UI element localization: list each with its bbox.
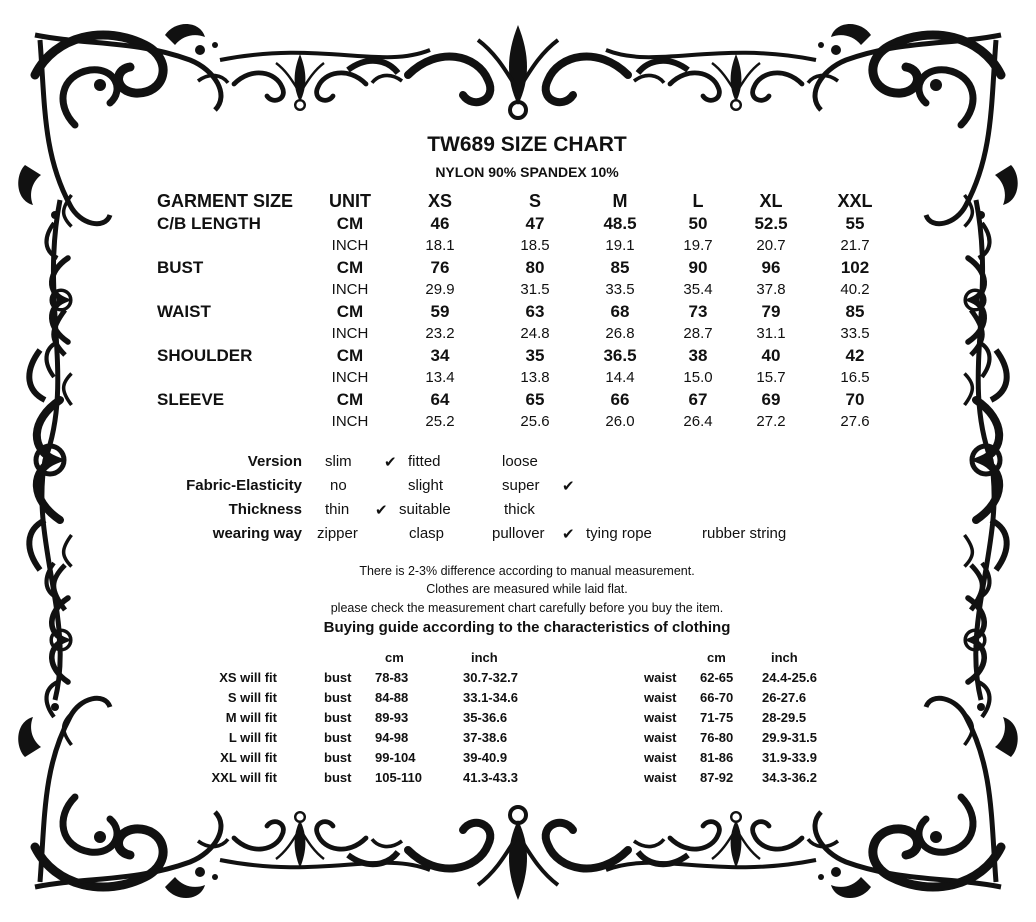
guide-waist-label: waist [644, 730, 677, 745]
guide-bust-cm: 105-110 [375, 770, 422, 785]
cell-c-b-length-cm-m: 48.5 [603, 214, 637, 233]
cell-waist-cm-m: 68 [610, 302, 630, 321]
cell-waist-cm-xl: 79 [761, 302, 781, 321]
guide-waist-label: waist [644, 710, 677, 725]
cell-shoulder-inch-m: 14.4 [605, 369, 635, 386]
cell-sleeve-inch-l: 26.4 [683, 413, 713, 430]
size-header-xl: XL [759, 191, 783, 211]
note-measurement-difference: There is 2-3% difference according to manual measurement. [359, 564, 695, 578]
cell-bust-cm-xxl: 102 [840, 258, 870, 277]
guide-bust-cm: 84-88 [375, 690, 409, 705]
guide-fit-label: XS will fit [219, 670, 277, 685]
measure-label-sleeve: SLEEVE [157, 390, 225, 409]
guide-waist-label: waist [644, 770, 677, 785]
cell-shoulder-inch-s: 13.8 [520, 369, 550, 386]
cell-shoulder-cm-xl: 40 [761, 346, 781, 365]
cell-shoulder-cm-s: 35 [525, 346, 545, 365]
cell-waist-cm-l: 73 [688, 302, 708, 321]
check-icon: ✔ [375, 502, 388, 519]
cell-c-b-length-cm-l: 50 [688, 214, 708, 233]
note-laid-flat: Clothes are measured while laid flat. [426, 582, 628, 596]
cell-waist-cm-xs: 59 [430, 302, 450, 321]
chart-subtitle: NYLON 90% SPANDEX 10% [435, 164, 619, 180]
cell-bust-inch-xxl: 40.2 [840, 281, 870, 298]
attr-option-thickness-thick: thick [504, 501, 535, 518]
check-icon: ✔ [562, 526, 575, 543]
guide-waist-cm: 62-65 [700, 670, 734, 685]
cell-sleeve-cm-xxl: 70 [845, 390, 865, 409]
cell-bust-cm-l: 90 [688, 258, 708, 277]
cell-c-b-length-inch-l: 19.7 [683, 237, 713, 254]
cell-sleeve-inch-m: 26.0 [605, 413, 635, 430]
cell-sleeve-inch-s: 25.6 [520, 413, 550, 430]
guide-waist-cm-header: cm [707, 650, 726, 665]
guide-fit-label: L will fit [228, 730, 277, 745]
attr-option-version-fitted: fitted [408, 453, 441, 470]
unit-cm-bust: CM [336, 258, 364, 277]
guide-waist-inch: 28-29.5 [762, 710, 807, 725]
cell-waist-inch-s: 24.8 [520, 325, 550, 342]
measure-label-waist: WAIST [157, 302, 211, 321]
attr-option-fabric-elasticity-no: no [330, 477, 347, 494]
guide-bust-inch: 35-36.6 [463, 710, 508, 725]
cell-waist-inch-xxl: 33.5 [840, 325, 870, 342]
cell-c-b-length-cm-xxl: 55 [845, 214, 865, 233]
cell-sleeve-cm-xs: 64 [430, 390, 450, 409]
attr-option-wearing-way-pullover: pullover [492, 525, 545, 542]
cell-shoulder-inch-xs: 13.4 [425, 369, 455, 386]
guide-fit-label: M will fit [225, 710, 277, 725]
guide-waist-inch-header: inch [771, 650, 798, 665]
guide-bust-cm: 89-93 [375, 710, 409, 725]
cell-sleeve-inch-xxl: 27.6 [840, 413, 870, 430]
guide-bust-cm: 94-98 [375, 730, 409, 745]
attr-label-version: Version [247, 453, 302, 470]
guide-bust-inch: 41.3-43.3 [463, 770, 518, 785]
cell-shoulder-inch-l: 15.0 [683, 369, 713, 386]
attr-label-thickness: Thickness [228, 501, 302, 518]
guide-waist-inch: 24.4-25.6 [762, 670, 817, 685]
unit-inch-sleeve: INCH [331, 413, 369, 430]
guide-fit-label: XXL will fit [211, 770, 277, 785]
unit-header: UNIT [329, 191, 371, 211]
check-icon: ✔ [562, 478, 575, 495]
cell-bust-cm-s: 80 [525, 258, 545, 277]
attr-option-wearing-way-zipper: zipper [317, 525, 358, 542]
cell-bust-inch-s: 31.5 [520, 281, 550, 298]
cell-shoulder-cm-m: 36.5 [603, 346, 637, 365]
cell-c-b-length-inch-m: 19.1 [605, 237, 635, 254]
note-check-chart: please check the measurement chart carefully before you buy the item. [330, 601, 724, 615]
guide-bust-cm-header: cm [385, 650, 404, 665]
cell-waist-inch-m: 26.8 [605, 325, 635, 342]
cell-c-b-length-cm-s: 47 [525, 214, 545, 233]
guide-bust-label: bust [324, 710, 352, 725]
cell-waist-cm-s: 63 [525, 302, 545, 321]
unit-cm-c-b-length: CM [336, 214, 364, 233]
guide-bust-label: bust [324, 730, 352, 745]
cell-waist-inch-l: 28.7 [683, 325, 713, 342]
attr-option-fabric-elasticity-super: super [502, 477, 540, 494]
cell-sleeve-cm-s: 65 [525, 390, 545, 409]
guide-waist-label: waist [644, 690, 677, 705]
measure-label-shoulder: SHOULDER [157, 346, 253, 365]
guide-waist-cm: 87-92 [700, 770, 734, 785]
cell-c-b-length-inch-xl: 20.7 [756, 237, 786, 254]
cell-shoulder-cm-l: 38 [688, 346, 708, 365]
cell-bust-cm-xl: 96 [761, 258, 781, 277]
guide-waist-inch: 34.3-36.2 [762, 770, 817, 785]
guide-waist-cm: 66-70 [700, 690, 734, 705]
unit-inch-waist: INCH [331, 325, 369, 342]
measure-label-c-b-length: C/B LENGTH [157, 214, 261, 233]
attr-option-version-loose: loose [502, 453, 538, 470]
guide-bust-cm: 78-83 [375, 670, 409, 685]
unit-cm-shoulder: CM [336, 346, 364, 365]
attr-option-thickness-suitable: suitable [399, 501, 451, 518]
guide-fit-label: S will fit [227, 690, 277, 705]
attr-option-wearing-way-tying-rope: tying rope [586, 525, 652, 542]
guide-bust-inch: 33.1-34.6 [463, 690, 518, 705]
guide-bust-label: bust [324, 690, 352, 705]
measure-label-bust: BUST [157, 258, 204, 277]
cell-shoulder-inch-xl: 15.7 [756, 369, 786, 386]
guide-bust-label: bust [324, 670, 352, 685]
cell-c-b-length-cm-xs: 46 [430, 214, 450, 233]
cell-bust-inch-xl: 37.8 [756, 281, 786, 298]
guide-waist-cm: 76-80 [700, 730, 734, 745]
guide-waist-cm: 71-75 [700, 710, 734, 725]
cell-sleeve-inch-xl: 27.2 [756, 413, 786, 430]
cell-sleeve-cm-l: 67 [688, 390, 708, 409]
cell-sleeve-inch-xs: 25.2 [425, 413, 455, 430]
cell-sleeve-cm-m: 66 [610, 390, 630, 409]
attr-label-wearing-way: wearing way [212, 525, 302, 542]
attr-option-version-slim: slim [325, 453, 352, 470]
guide-bust-inch: 37-38.6 [463, 730, 508, 745]
attr-option-fabric-elasticity-slight: slight [408, 477, 444, 494]
guide-bust-inch-header: inch [471, 650, 498, 665]
guide-waist-label: waist [644, 670, 677, 685]
unit-cm-waist: CM [336, 302, 364, 321]
attr-option-wearing-way-rubber-string: rubber string [702, 525, 787, 542]
unit-inch-c-b-length: INCH [331, 237, 369, 254]
cell-bust-inch-l: 35.4 [683, 281, 713, 298]
unit-inch-bust: INCH [331, 281, 369, 298]
attr-label-fabric-elasticity: Fabric-Elasticity [186, 477, 302, 494]
cell-c-b-length-inch-xs: 18.1 [425, 237, 455, 254]
size-header-s: S [528, 191, 542, 211]
guide-bust-inch: 39-40.9 [463, 750, 508, 765]
unit-inch-shoulder: INCH [331, 369, 369, 386]
cell-bust-inch-m: 33.5 [605, 281, 635, 298]
cell-shoulder-cm-xs: 34 [430, 346, 450, 365]
check-icon: ✔ [384, 454, 397, 471]
cell-bust-inch-xs: 29.9 [425, 281, 455, 298]
cell-waist-cm-xxl: 85 [845, 302, 865, 321]
cell-c-b-length-cm-xl: 52.5 [754, 214, 788, 233]
size-header-m: M [612, 191, 628, 211]
cell-waist-inch-xs: 23.2 [425, 325, 455, 342]
guide-bust-cm: 99-104 [375, 750, 416, 765]
cell-c-b-length-inch-s: 18.5 [520, 237, 550, 254]
guide-waist-inch: 29.9-31.5 [762, 730, 817, 745]
cell-bust-cm-xs: 76 [430, 258, 450, 277]
guide-waist-cm: 81-86 [700, 750, 734, 765]
size-header-xs: XS [427, 191, 453, 211]
guide-bust-inch: 30.7-32.7 [463, 670, 518, 685]
cell-c-b-length-inch-xxl: 21.7 [840, 237, 870, 254]
cell-shoulder-cm-xxl: 42 [845, 346, 865, 365]
unit-cm-sleeve: CM [336, 390, 364, 409]
garment-size-header: GARMENT SIZE [157, 191, 294, 211]
size-header-l: L [692, 191, 704, 211]
guide-fit-label: XL will fit [220, 750, 277, 765]
cell-shoulder-inch-xxl: 16.5 [840, 369, 870, 386]
guide-waist-label: waist [644, 750, 677, 765]
guide-bust-label: bust [324, 750, 352, 765]
guide-bust-label: bust [324, 770, 352, 785]
chart-title: TW689 SIZE CHART [427, 133, 627, 156]
attr-option-wearing-way-clasp: clasp [409, 525, 445, 542]
buying-guide-heading: Buying guide according to the characteristics of clothing [323, 619, 731, 636]
cell-waist-inch-xl: 31.1 [756, 325, 786, 342]
attr-option-thickness-thin: thin [325, 501, 350, 518]
cell-bust-cm-m: 85 [610, 258, 630, 277]
cell-sleeve-cm-xl: 69 [761, 390, 781, 409]
size-header-xxl: XXL [837, 191, 873, 211]
guide-waist-inch: 31.9-33.9 [762, 750, 817, 765]
guide-waist-inch: 26-27.6 [762, 690, 807, 705]
